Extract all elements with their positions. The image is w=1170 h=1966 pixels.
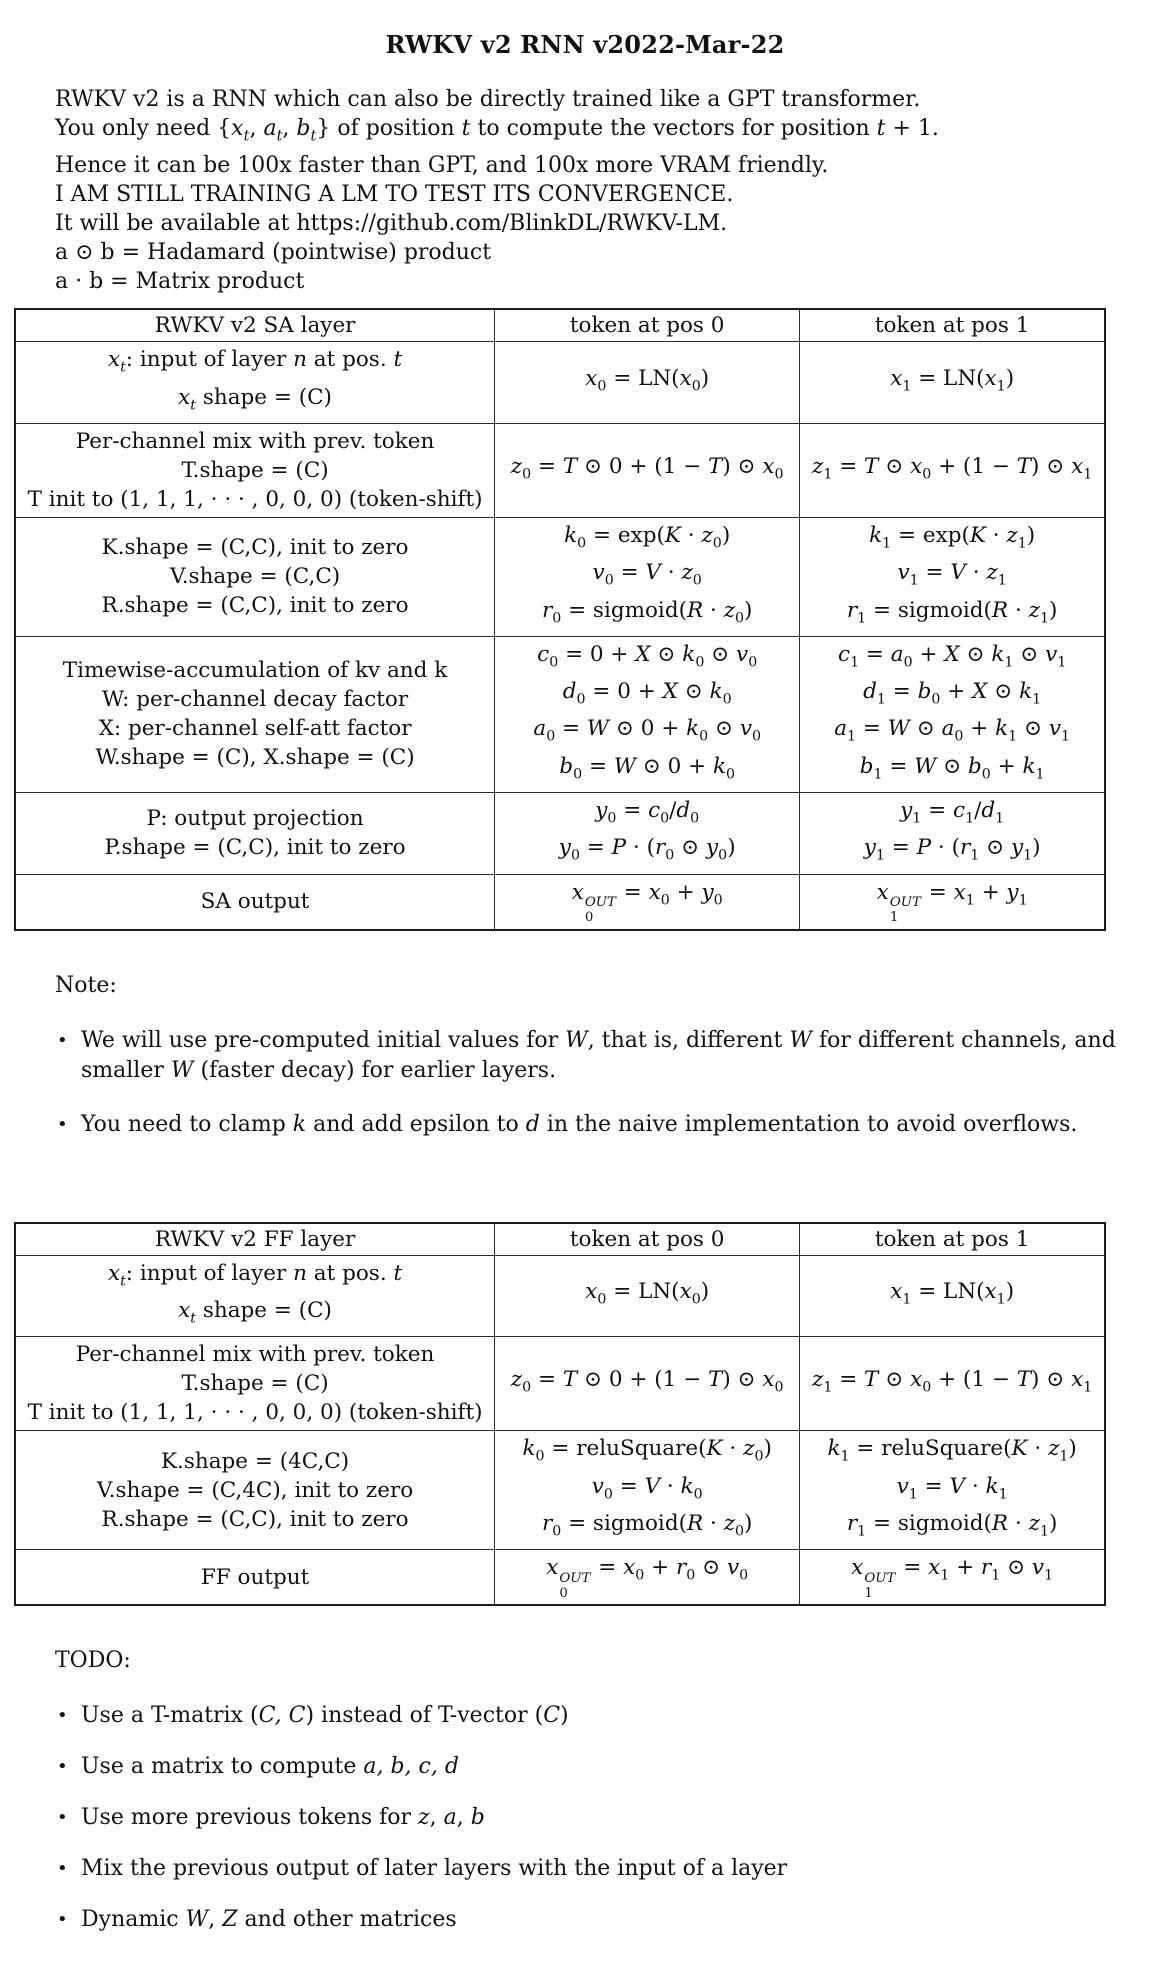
todo-bullet-text: Use a matrix to compute a, b, c, d [81,1754,459,1780]
sa-layer-table [14,308,1106,930]
table-row [15,1431,1105,1550]
formula-line: $c_0 = 0 + X$ ⊙ $k_0$ ⊙ $v_0$ [537,641,758,671]
table-row [15,793,1105,875]
pos0-cell [495,1431,800,1550]
formula-line: $z_0 = T$ ⊙ 0 + (1 − T) ⊙ $x_0$ [510,453,784,483]
bullet-icon: • [57,1029,68,1051]
label-cell [15,1550,495,1606]
label-line: $x_t$: input of layer n at pos. t [107,1260,403,1290]
formula-line: $z_1 = T$ ⊙ $x_0 + (1 - T)$ ⊙ $x_1$ [812,1367,1093,1396]
spacer [0,1164,1170,1222]
pos0-cell [495,1255,800,1337]
formula-line: $r_1$ = sigmoid(R · $z_1$) [846,597,1058,626]
pos1-cell [800,1255,1105,1337]
formula-line: $v_0 = V \cdot z_0$ [592,560,702,589]
bullet-icon: • [57,1756,68,1778]
label-line: P: output projection [146,806,364,832]
formula-line: $k_1 = \exp(K \cdot z_1)$ [869,522,1036,552]
formula-line: $k_1$ = reluSquare(K · $z_1$) [827,1436,1077,1465]
table-row [15,517,1105,636]
sa-header-pos0: token at pos 0 [495,309,800,342]
label-line: T init to (1, 1, 1, · · · , 0, 0, 0) (token-shift) [27,486,483,512]
label-line: T.shape = (C) [181,457,329,483]
pos1-cell [800,1550,1105,1606]
todo-bullet-item [57,1752,1144,1782]
label-line: $x_t$ shape = (C) [178,1298,332,1327]
note-bullet-text: You need to clamp k and add epsilon to d in the naive implementation to avoid overflows. [81,1111,1078,1137]
todo-heading: TODO: [55,1648,131,1674]
bullet-icon: • [57,1705,68,1727]
label-line: R.shape = (C,C), init to zero [101,593,409,619]
sa-header-layer: RWKV v2 SA layer [15,309,495,342]
formula-line: $c_1 = a_0 + X$ ⊙ $k_1$ ⊙ $v_1$ [838,641,1067,671]
label-line: W: per-channel decay factor [101,687,409,713]
pos0-cell [495,874,800,930]
intro-line-hadamard-notation: a ⊙ b = Hadamard (pointwise) product [55,240,492,266]
ff-layer-table [14,1222,1106,1607]
label-line: K.shape = (4C,C) [160,1448,350,1474]
intro-line: I AM STILL TRAINING A LM TO TEST ITS CONVERGENCE. [55,182,734,208]
formula-line: x OUT 0 = $x_0 + y_0$ [571,879,723,925]
label-cell [15,1431,495,1550]
pos0-cell [495,1550,800,1606]
label-line: K.shape = (C,C), init to zero [101,535,409,561]
formula-line: $b_1 = W$ ⊙ $b_0 + k_1$ [859,753,1045,783]
table-row [15,874,1105,930]
formula-line: $y_1 = P \cdot (r_1$ ⊙ $y_1$) [863,835,1041,864]
todo-bullet-text: Dynamic W, Z and other matrices [81,1907,457,1933]
note-heading: Note: [55,972,117,998]
pos1-cell [800,342,1105,424]
ff-header-pos0: token at pos 0 [495,1223,800,1256]
formula-line: $a_0 = W$ ⊙ $0 + k_0$ ⊙ $v_0$ [533,716,761,745]
label-line: $x_t$: input of layer n at pos. t [107,347,403,376]
formula-line: $k_0$ = reluSquare(K · $z_0$) [522,1436,772,1465]
pos0-cell [495,342,800,424]
table-row [15,1255,1105,1337]
bullet-icon: • [57,1113,68,1135]
pos0-cell [495,517,800,636]
formula-line: $z_1 = T$ ⊙ $x_0 + (1 - T)$ ⊙ $x_1$ [812,453,1093,483]
todo-bullet-text: Mix the previous output of later layers with the input of a layer [81,1856,788,1882]
pos1-cell [800,793,1105,875]
formula-line: x OUT 1 = $x_1 + r_1$ ⊙ $v_1$ [851,1555,1054,1601]
intro-line: RWKV v2 is a RNN which can also be directly trained like a GPT transformer. [55,87,921,112]
note-bullet-item [57,1026,1144,1086]
intro-line-matrix-notation: a · b = Matrix product [55,269,305,295]
formula-line: $d_0 = 0 + X$ ⊙ $k_0$ [562,679,732,708]
intro-line: You only need {$x_t$, $a_t$, $b_t$} of position t to compute the vectors for position t + 1. [55,116,939,145]
intro-line: Hence it can be 100x faster than GPT, and 100x more VRAM friendly. [55,153,829,179]
formula-line: $x_1 = LN(x_1)$ [890,1279,1015,1308]
formula-line: $y_0 = P \cdot (r_0$ ⊙ $y_0$) [558,835,736,864]
page-title: RWKV v2 RNN v2022-Mar-22 [385,30,785,59]
label-cell [15,517,495,636]
bullet-icon: • [57,1807,68,1829]
label-cell [15,874,495,930]
formula-line: $v_1 = V \cdot z_1$ [897,560,1007,589]
label-line: T init to (1, 1, 1, · · · , 0, 0, 0) (token-shift) [27,1400,483,1426]
label-line: Timewise-accumulation of kv and k [62,658,448,684]
formula-line: $z_0 = T$ ⊙ 0 + (1 − T) ⊙ $x_0$ [510,1367,784,1396]
label-line: T.shape = (C) [181,1371,329,1397]
formula-line: $v_0 = V \cdot k_0$ [591,1473,703,1503]
ff-header-layer: RWKV v2 FF layer [15,1223,495,1256]
label-line: V.shape = (C,C) [169,564,341,590]
pos1-cell [800,1431,1105,1550]
pos0-cell [495,793,800,875]
formula-line: x OUT 0 = $x_0 + r_0$ ⊙ $v_0$ [546,1555,749,1601]
label-line: X: per-channel self-att factor [98,716,412,742]
bullet-icon: • [57,1858,68,1880]
pos1-cell [800,874,1105,930]
ff-header-pos1: token at pos 1 [800,1223,1105,1256]
formula-line: $b_0 = W$ ⊙ $0 + k_0$ [559,753,736,783]
todo-bullet-item [57,1854,1144,1884]
formula-line: $r_1$ = sigmoid(R · $z_1$) [846,1511,1058,1540]
note-bullet-item [57,1110,1144,1140]
todo-bullet-item [57,1701,1144,1731]
label-line: W.shape = (C), X.shape = (C) [95,745,415,771]
sa-header-pos1: token at pos 1 [800,309,1105,342]
label-line: Per-channel mix with prev. token [75,428,435,454]
todo-bullet-item [57,1905,1144,1935]
formula-line: x OUT 1 = $x_1 + y_1$ [876,879,1028,925]
table-row [15,1337,1105,1431]
label-line: FF output [200,1564,310,1590]
formula-line: $y_1 = c_1/d_1$ [900,798,1005,827]
formula-line: $a_1 = W$ ⊙ $a_0 + k_1$ ⊙ $v_1$ [834,716,1071,745]
formula-line: $y_0 = c_0/d_0$ [595,798,700,827]
todo-bullet-text: Use a T-matrix (C, C) instead of T-vector (C) [81,1703,569,1729]
pos0-cell [495,423,800,517]
label-line: $x_t$ shape = (C) [178,384,332,413]
formula-line: $x_0 = LN(x_0)$ [585,366,710,395]
note-bullet-text: We will use pre-computed initial values for W, that is, different W for different channels, and smaller W (faster decay) for earlier layers. [81,1027,1116,1083]
formula-line: $r_0$ = sigmoid(R · $z_0$) [541,1511,753,1540]
label-cell [15,423,495,517]
todo-bullet-item [57,1803,1144,1833]
table-row [15,342,1105,424]
pos0-cell [495,1337,800,1431]
intro-line-github-url: It will be available at https://github.com/BlinkDL/RWKV-LM. [55,211,728,237]
bullet-icon: • [57,1909,68,1931]
label-cell [15,1337,495,1431]
label-cell [15,793,495,875]
label-cell [15,1255,495,1337]
pos1-cell [800,636,1105,792]
table-row [15,1550,1105,1606]
label-cell [15,342,495,424]
label-line: Per-channel mix with prev. token [75,1342,435,1368]
label-cell [15,636,495,792]
label-line: SA output [200,889,310,915]
ff-table-header-row [15,1223,1105,1256]
label-line: V.shape = (C,4C), init to zero [96,1477,414,1503]
pos1-cell [800,1337,1105,1431]
formula-line: $x_1 = LN(x_1)$ [890,366,1015,395]
table-row [15,636,1105,792]
pos1-cell [800,423,1105,517]
label-line: R.shape = (C,C), init to zero [101,1506,409,1532]
intro-paragraph [55,85,1130,296]
formula-line: $v_1 = V \cdot k_1$ [896,1473,1008,1503]
table-row [15,423,1105,517]
label-line: P.shape = (C,C), init to zero [104,835,406,861]
formula-line: $k_0 = \exp(K \cdot z_0)$ [564,522,731,552]
formula-line: $d_1 = b_0 + X$ ⊙ $k_1$ [863,679,1042,708]
pos1-cell [800,517,1105,636]
sa-table-header-row [15,309,1105,342]
formula-line: $r_0$ = sigmoid(R · $z_0$) [541,597,753,626]
formula-line: $x_0 = LN(x_0)$ [585,1279,710,1308]
todo-bullet-text: Use more previous tokens for z, a, b [81,1805,485,1831]
pos0-cell [495,636,800,792]
